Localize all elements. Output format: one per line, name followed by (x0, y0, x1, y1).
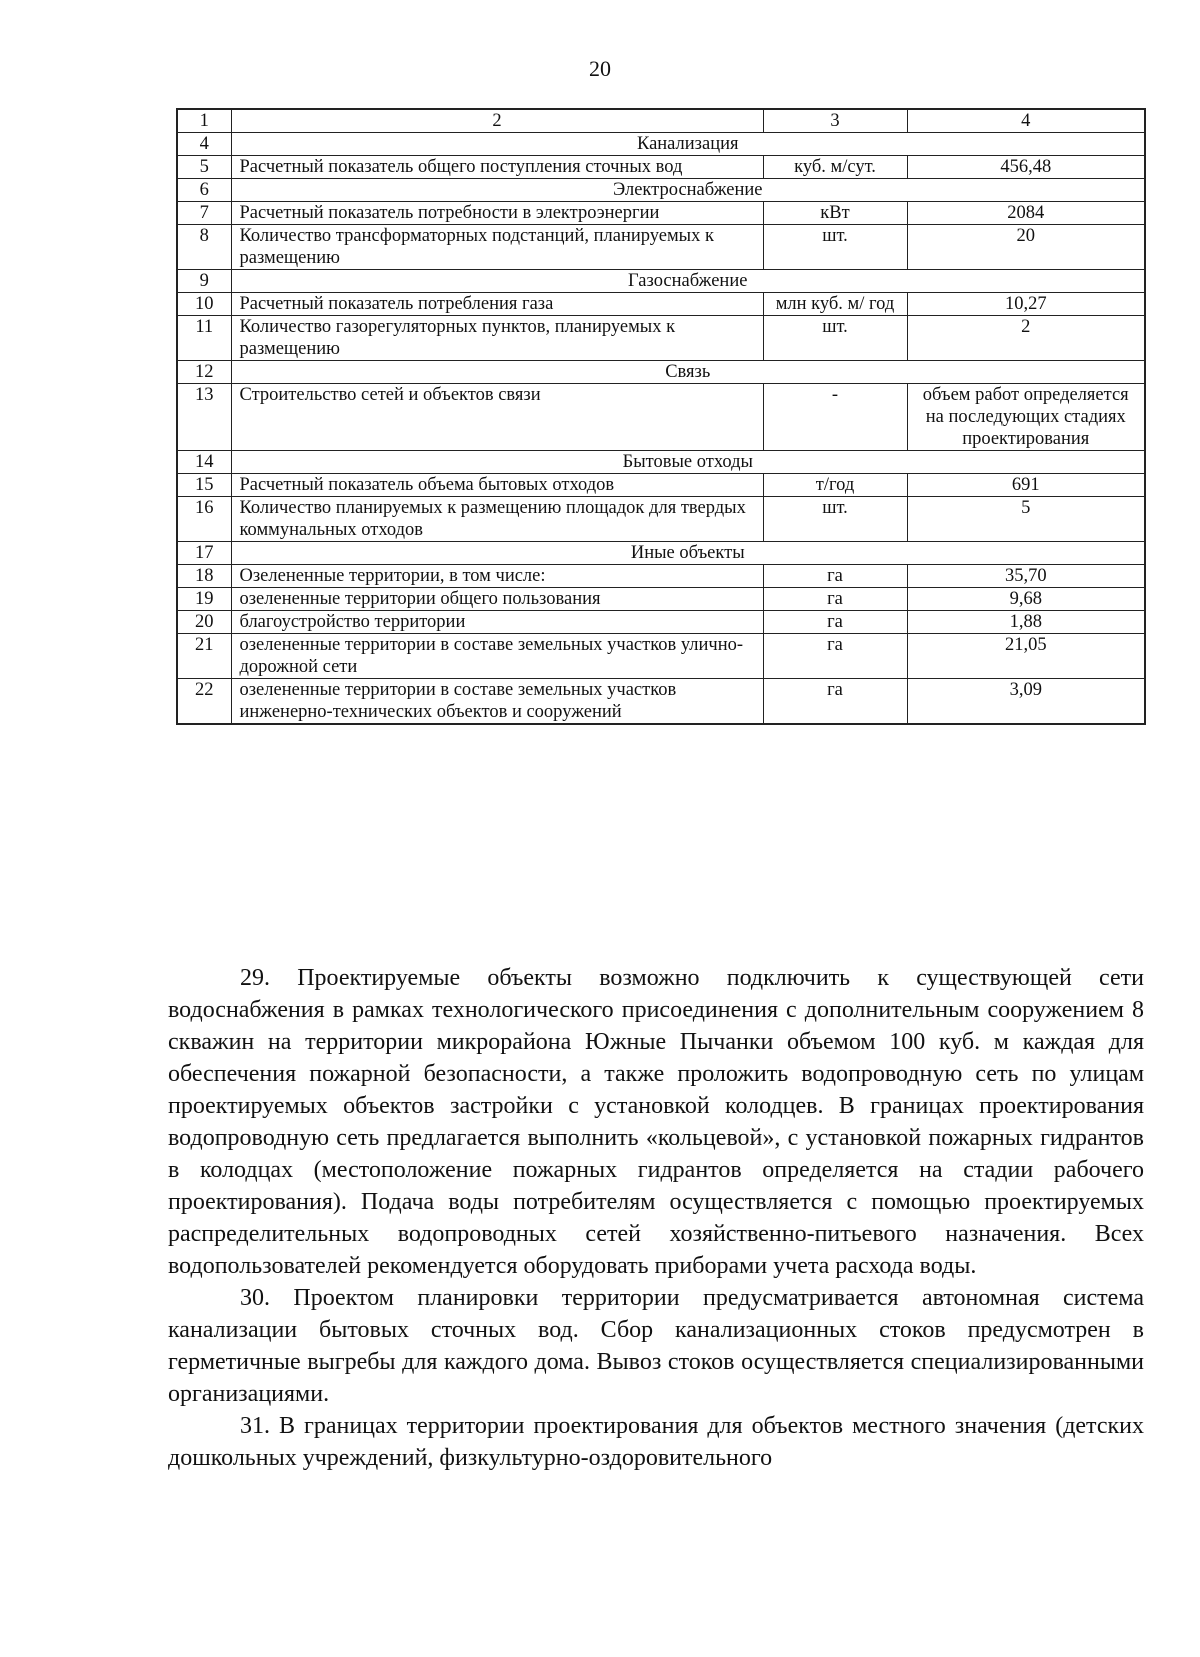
unit: шт. (763, 316, 907, 361)
indicator-name: озелененные территории в составе земельных участков улично-дорожной сети (231, 634, 763, 679)
indicator-name: Количество газорегуляторных пунктов, планируемых к размещению (231, 316, 763, 361)
unit: шт. (763, 225, 907, 270)
value: 2 (907, 316, 1145, 361)
row-number: 20 (177, 611, 231, 634)
indicator-name: озелененные территории в составе земельных участков инженерно-технических объектов и сооружений (231, 679, 763, 725)
unit: куб. м/сут. (763, 156, 907, 179)
header-col-1: 1 (177, 109, 231, 133)
row-number: 7 (177, 202, 231, 225)
table-row (177, 679, 1145, 725)
header-col-2: 2 (231, 109, 763, 133)
table-section-row (177, 542, 1145, 565)
table-section-row (177, 270, 1145, 293)
value: 10,27 (907, 293, 1145, 316)
table-section-row (177, 133, 1145, 156)
indicator-name: озелененные территории общего пользования (231, 588, 763, 611)
value: 20 (907, 225, 1145, 270)
table-body (177, 133, 1145, 725)
value: 21,05 (907, 634, 1145, 679)
page-number: 20 (589, 56, 611, 81)
row-number: 4 (177, 133, 231, 156)
row-number: 6 (177, 179, 231, 202)
paragraph-31: 31. В границах территории проектирования для объектов местного значения (детских дошкольных учреждений, физкультурно-оздоровительного (168, 1413, 1144, 1471)
row-number: 5 (177, 156, 231, 179)
table-row (177, 293, 1145, 316)
row-number: 12 (177, 361, 231, 384)
value: 2084 (907, 202, 1145, 225)
value: объем работ определяется на последующих стадиях проектирования (907, 384, 1145, 451)
unit: га (763, 565, 907, 588)
indicator-name: Расчетный показатель объема бытовых отходов (231, 474, 763, 497)
row-number: 22 (177, 679, 231, 725)
unit: млн куб. м/ год (763, 293, 907, 316)
section-title: Связь (231, 361, 1145, 384)
indicator-name: Расчетный показатель потребности в электроэнергии (231, 202, 763, 225)
indicator-name: Расчетный показатель потребления газа (231, 293, 763, 316)
table-header-row (177, 109, 1145, 133)
unit: га (763, 611, 907, 634)
paragraph-29: 29. Проектируемые объекты возможно подключить к существующей сети водоснабжения в рамках технологического присоединения с дополнительным сооружением 8 скважин на территории микрорайона Южные Пычанки объемом 100 куб. м каждая для обеспечения пожарной безопасности, а также проложить водопроводную сеть по улицам проектируемых объектов застройки с установкой колодцев. В границах проектирования водопроводную сеть предлагается выполнить «кольцевой», с установкой пожарных гидрантов в колодцах (местоположение пожарных гидрантов определяется на стадии рабочего проектирования). Подача воды потребителям осуществляется с помощью проектируемых распределительных водопроводных сетей хозяйственно-питьевого назначения. Всех водопользователей рекомендуется оборудовать приборами учета расхода воды. (168, 965, 1144, 1279)
indicator-name: благоустройство территории (231, 611, 763, 634)
row-number: 10 (177, 293, 231, 316)
row-number: 15 (177, 474, 231, 497)
unit: га (763, 634, 907, 679)
row-number: 16 (177, 497, 231, 542)
table-row (177, 565, 1145, 588)
section-title: Электроснабжение (231, 179, 1145, 202)
value: 35,70 (907, 565, 1145, 588)
section-title: Бытовые отходы (231, 451, 1145, 474)
row-number: 8 (177, 225, 231, 270)
row-number: 21 (177, 634, 231, 679)
unit: - (763, 384, 907, 451)
value: 5 (907, 497, 1145, 542)
paragraph-30: 30. Проектом планировки территории предусматривается автономная система канализации бытовых сточных вод. Сбор канализационных стоков предусмотрен в герметичные выгребы для каждого дома. Вывоз стоков осуществляется специализированными организациями. (168, 1285, 1144, 1407)
indicator-name: Строительство сетей и объектов связи (231, 384, 763, 451)
table-row (177, 225, 1145, 270)
table-row (177, 156, 1145, 179)
unit: т/год (763, 474, 907, 497)
table-row (177, 202, 1145, 225)
unit: кВт (763, 202, 907, 225)
value: 3,09 (907, 679, 1145, 725)
unit: га (763, 588, 907, 611)
table-section-row (177, 179, 1145, 202)
utilities-table (176, 108, 1146, 725)
indicator-name: Расчетный показатель общего поступления сточных вод (231, 156, 763, 179)
table-row (177, 474, 1145, 497)
body-text (168, 962, 1144, 1474)
indicator-name: Озелененные территории, в том числе: (231, 565, 763, 588)
row-number: 13 (177, 384, 231, 451)
header-col-3: 3 (763, 109, 907, 133)
value: 691 (907, 474, 1145, 497)
table-row (177, 497, 1145, 542)
table-section-row (177, 451, 1145, 474)
row-number: 18 (177, 565, 231, 588)
unit: шт. (763, 497, 907, 542)
section-title: Канализация (231, 133, 1145, 156)
table-row (177, 634, 1145, 679)
indicator-name: Количество планируемых к размещению площадок для твердых коммунальных отходов (231, 497, 763, 542)
row-number: 9 (177, 270, 231, 293)
table-section-row (177, 361, 1145, 384)
row-number: 19 (177, 588, 231, 611)
section-title: Газоснабжение (231, 270, 1145, 293)
value: 456,48 (907, 156, 1145, 179)
unit: га (763, 679, 907, 725)
row-number: 11 (177, 316, 231, 361)
section-title: Иные объекты (231, 542, 1145, 565)
table-row (177, 611, 1145, 634)
table-row (177, 588, 1145, 611)
table-row (177, 316, 1145, 361)
value: 1,88 (907, 611, 1145, 634)
row-number: 14 (177, 451, 231, 474)
value: 9,68 (907, 588, 1145, 611)
row-number: 17 (177, 542, 231, 565)
table-row (177, 384, 1145, 451)
indicator-name: Количество трансформаторных подстанций, планируемых к размещению (231, 225, 763, 270)
header-col-4: 4 (907, 109, 1145, 133)
